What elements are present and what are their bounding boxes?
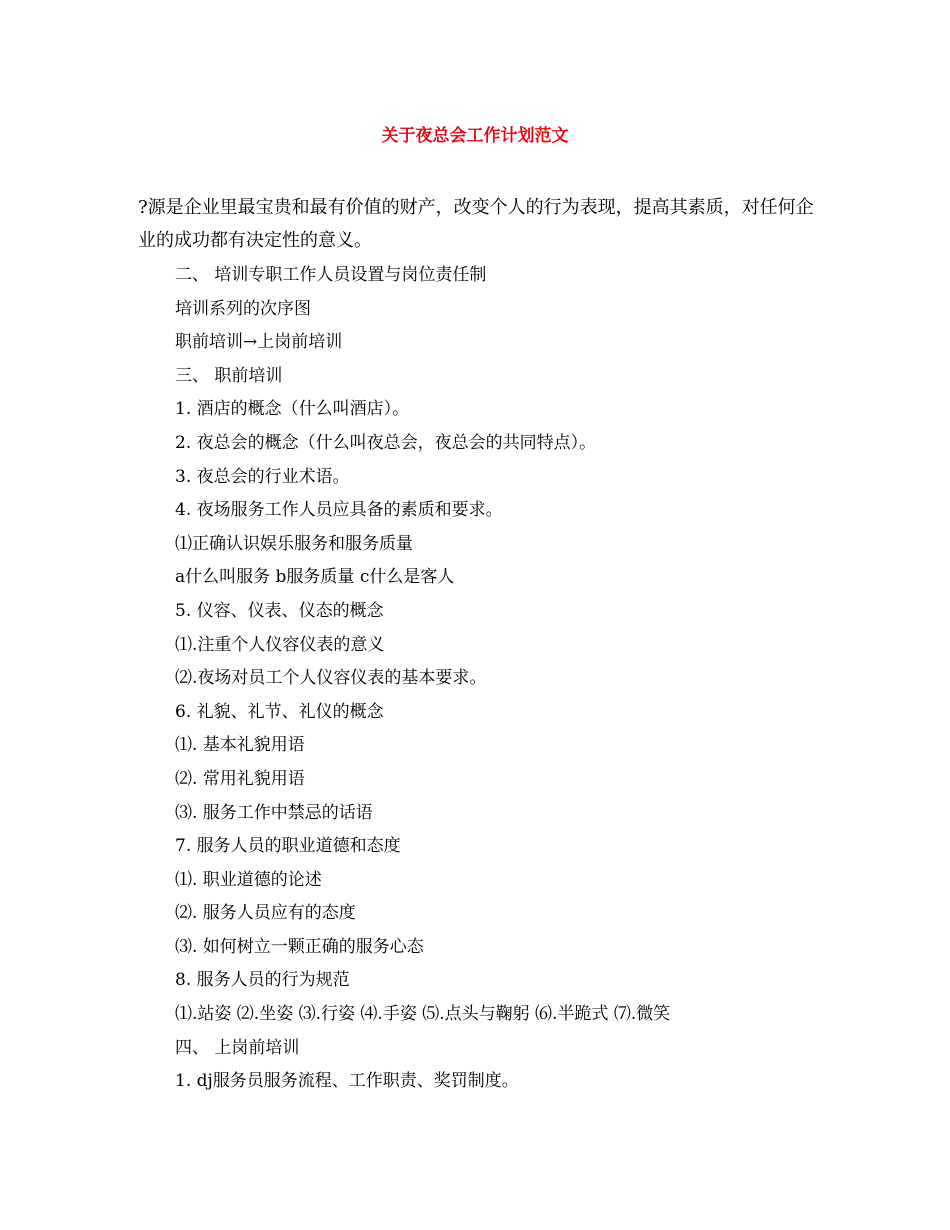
outline-line: ⑴正确认识娱乐服务和服务质量 [175, 533, 413, 554]
outline-line: 培训系列的次序图 [175, 298, 311, 319]
outline-line: ⑵.夜场对员工个人仪容仪表的基本要求。 [175, 668, 487, 689]
outline-line: 二、 培训专职工作人员设置与岗位责任制 [175, 265, 487, 285]
outline-line: ⑵. 常用礼貌用语 [175, 768, 305, 789]
intro-paragraph: ?源是企业里最宝贵和最有价值的财产，改变个人的行为表现，提高其素质，对任何企业的成功都有决定性的意义。 [138, 197, 814, 251]
outline-line: ⑴.站姿 ⑵.坐姿 ⑶.行姿 ⑷.手姿 ⑸.点头与鞠躬 ⑹.半跪式 ⑺.微笑 [175, 1004, 671, 1025]
outline-line: 职前培训→上岗前培训 [175, 332, 343, 353]
outline-line: 6. 礼貌、礼节、礼仪的概念 [175, 701, 384, 722]
outline-line: 1. dj服务员服务流程、工作职责、奖罚制度。 [175, 1071, 519, 1092]
outline-line: ⑶. 如何树立一颗正确的服务心态 [175, 936, 424, 957]
outline-line: 3. 夜总会的行业术语。 [175, 466, 350, 487]
outline-line: 5. 仪容、仪表、仪态的概念 [175, 600, 384, 621]
outline-line: 1. 酒店的概念（什么叫酒店）。 [175, 399, 410, 420]
outline-line: ⑴. 职业道德的论述 [175, 869, 322, 890]
outline-line: ⑴. 基本礼貌用语 [175, 735, 305, 756]
outline-line: 四、 上岗前培训 [175, 1037, 300, 1058]
outline-line: 8. 服务人员的行为规范 [175, 970, 350, 991]
outline-line: a什么叫服务 b服务质量 c什么是客人 [175, 567, 455, 588]
outline-line: 三、 职前培训 [175, 365, 283, 386]
outline-list [175, 259, 815, 1099]
outline-line: ⑵. 服务人员应有的态度 [175, 903, 356, 924]
outline-line: 7. 服务人员的职业道德和态度 [175, 836, 401, 857]
outline-line: ⑶. 服务工作中禁忌的话语 [175, 802, 373, 823]
page-title: 关于夜总会工作计划范文 [381, 126, 569, 146]
outline-line: 2. 夜总会的概念（什么叫夜总会，夜总会的共同特点）。 [175, 432, 597, 453]
outline-line: ⑴.注重个人仪容仪表的意义 [175, 634, 385, 655]
outline-line: 4. 夜场服务工作人员应具备的素质和要求。 [175, 500, 503, 521]
